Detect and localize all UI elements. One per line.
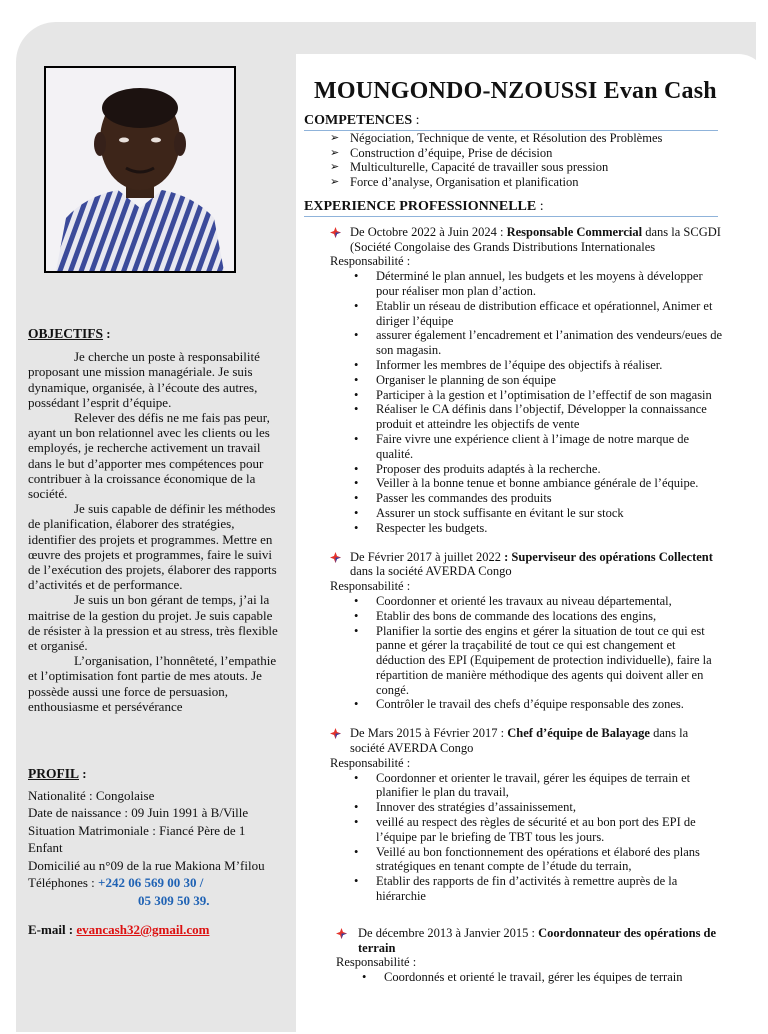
situation-matrimoniale: Situation Matrimoniale : Fiancé Père de 1 Enfant (28, 822, 246, 855)
diamond-bullet-icon (330, 552, 341, 563)
diamond-bullet-icon (330, 728, 341, 739)
responsabilite-label: Responsabilité : (330, 755, 411, 770)
responsabilite-label: Responsabilité : (336, 955, 417, 970)
duty-item: • Réaliser le CA définis dans l’objectif, Développer la connaissance produit et atteindre les objectifs de vente (376, 402, 724, 432)
job-entry-3 (304, 726, 724, 756)
telephones (28, 874, 280, 892)
job-entry-2 (304, 550, 724, 580)
diamond-bullet-icon (336, 928, 347, 939)
candidate-name: MOUNGONDO-NZOUSSI Evan Cash (314, 78, 717, 104)
job-period: De décembre 2013 à Janvier 2015 : (358, 925, 539, 940)
competence-item: ➢ Négociation, Technique de vente, et Résolution des Problèmes (304, 131, 724, 146)
objectif-paragraph: Je suis un bon gérant de temps, j’ai la maitrise de la gestion du projet. Je suis capable de résister à la pression et au stress, très flexible et organisé. (28, 592, 278, 654)
job-role: Responsable Commercial (506, 224, 643, 239)
duty-item: • Participer à la gestion et l’optimisation de l’effectif de son magasin (376, 388, 724, 403)
duty-item: • Veiller à la bonne tenue et bonne ambiance générale de l’équipe. (376, 476, 724, 491)
domicile: Domicilié au n°09 de la rue Makiona M’filou (28, 857, 265, 873)
duty-item: • Coordonner et orienter le travail, gérer les équipes de terrain et planifier le plan du travail, (376, 771, 724, 801)
job-company: dans la société AVERDA Congo (350, 564, 512, 579)
job-role: : Superviseur des opérations Collectent (504, 549, 713, 564)
duty-item: • Etablir des bons de commande des locations des engins, (376, 609, 724, 624)
responsabilite-label: Responsabilité : (330, 579, 411, 594)
profil-heading: PROFIL : (28, 766, 87, 781)
duty-item: • Contrôler le travail des chefs d’équipe responsable des zones. (376, 697, 724, 712)
duty-item: • assurer également l’encadrement et l’animation des vendeurs/eues de son magasin. (376, 328, 724, 358)
phone-number-2[interactable]: 05 309 50 39. (138, 892, 210, 908)
objectif-paragraph: Je cherche un poste à responsabilité proposant une mission managériale. Je suis dynamique, organisée, à l’écoute des autres, possédant l’esprit d’équipe. (28, 349, 260, 410)
duty-item: • Coordonnés et orienté le travail, gérer les équipes de terrain (384, 970, 724, 985)
duty-item: • Faire vivre une expérience client à l’image de notre marque de qualité. (376, 432, 724, 462)
responsabilite-label: Responsabilité : (330, 254, 411, 269)
experience-heading: EXPERIENCE PROFESSIONNELLE : (304, 198, 544, 214)
job-role: Coordonnateur des opérations de terrain (358, 925, 717, 955)
nationalite: Nationalité : Congolaise (28, 787, 155, 803)
email-link[interactable]: evancash32@gmail.com (76, 922, 210, 937)
email-line (28, 921, 280, 939)
phone-number-1[interactable]: +242 06 569 00 30 / (98, 875, 204, 890)
telephones-label: Téléphones : (28, 875, 99, 890)
job-1-duties (304, 269, 724, 535)
job-period: De Mars 2015 à Février 2017 : (350, 726, 508, 741)
job-period: De Octobre 2022 à Juin 2024 : (350, 224, 507, 239)
competence-item: ➢ Force d’analyse, Organisation et planification (304, 175, 724, 190)
job-3-duties (304, 771, 724, 904)
duty-item: • Veillé au bon fonctionnement des opérations et élaboré des plans stratégiques en tenant compte de l’étude du terrain, (376, 845, 724, 875)
competence-item: ➢ Multiculturelle, Capacité de travailler sous pression (304, 160, 724, 175)
job-company: dans la société AVERDA Congo (350, 726, 689, 756)
duty-item: • Assurer un stock suffisante en évitant le sur stock (376, 506, 724, 521)
duty-item: • Organiser le planning de son équipe (376, 373, 724, 388)
duty-item: • Passer les commandes des produits (376, 491, 724, 506)
competences-heading: COMPETENCES : (304, 113, 420, 128)
duty-item: • Coordonner et orienté les travaux au niveau départemental, (376, 594, 724, 609)
job-period: De Février 2017 à juillet 2022 (350, 549, 505, 564)
duty-item: • Innover des stratégies d’assainissement, (376, 800, 724, 815)
duty-item: • Déterminé le plan annuel, les budgets et les moyens à développer pour réaliser mon plan d’action. (376, 269, 724, 299)
duty-item: • Etablir un réseau de distribution efficace et opérationnel, Animer et diriger l’équipe (376, 299, 724, 329)
duty-item: • veillé au respect des règles de sécurité et au bon port des EPI de l’équipe par le briefing de TBT tous les jours. (376, 815, 724, 845)
profile-photo (44, 66, 236, 273)
job-2-duties (304, 594, 724, 712)
diamond-bullet-icon (330, 227, 341, 238)
job-role: Chef d’équipe de Balayage (507, 726, 650, 741)
job-entry-4 (304, 926, 724, 956)
competence-item: ➢ Construction d’équipe, Prise de décision (304, 146, 724, 161)
objectif-paragraph: Je suis capable de définir les méthodes de planification, élaborer des stratégies, identifier des projets et programmes. Mettre en œuvre des projets et programmes, faire le suivi de l’exécution des projets, élaborer des rapports d’activités et de performance. (28, 501, 277, 593)
duty-item: • Etablir des rapports de fin d’activités à remettre auprès de la hiérarchie (376, 874, 724, 904)
job-entry-1 (304, 225, 724, 255)
objectifs-heading: OBJECTIFS : (28, 326, 111, 341)
date-naissance: Date de naissance : 09 Juin 1991 à B/Ville (28, 805, 249, 820)
competences-list (304, 131, 724, 190)
objectif-paragraph: Relever des défis ne me fais pas peur, ayant un bon relationnel avec les clients ou les employés, je recherche activement un travail dans le but d’apporter mes compétences pour contribuer à la croissance économique de la société. (28, 410, 270, 502)
duty-item: • Informer les membres de l’équipe des objectifs à réaliser. (376, 358, 724, 373)
phone-number-2-line (28, 892, 280, 910)
duty-item: • Respecter les budgets. (376, 521, 724, 536)
duty-item: • Proposer des produits adaptés à la recherche. (376, 462, 724, 477)
job-4-duties (304, 970, 724, 985)
email-label: E-mail : (28, 922, 77, 937)
objectif-paragraph: L’organisation, l’honnêteté, l’empathie et l’optimisation font partie de mes atouts. Je possède aussi une force de persuasion, enthousiasme et persévérance (28, 653, 277, 714)
duty-item: • Planifier la sortie des engins et gérer la situation de tout ce qui est panne et gérer la traçabilité de tout ce qui est changement et déduction des EPI (Equipement de protection individuelle), faire la répartition de manière méthodique des agents qui doivent aller en congé. (376, 624, 724, 698)
job-company: dans la SCGDI (Société Congolaise des Grands Distributions Internationales (350, 224, 721, 254)
